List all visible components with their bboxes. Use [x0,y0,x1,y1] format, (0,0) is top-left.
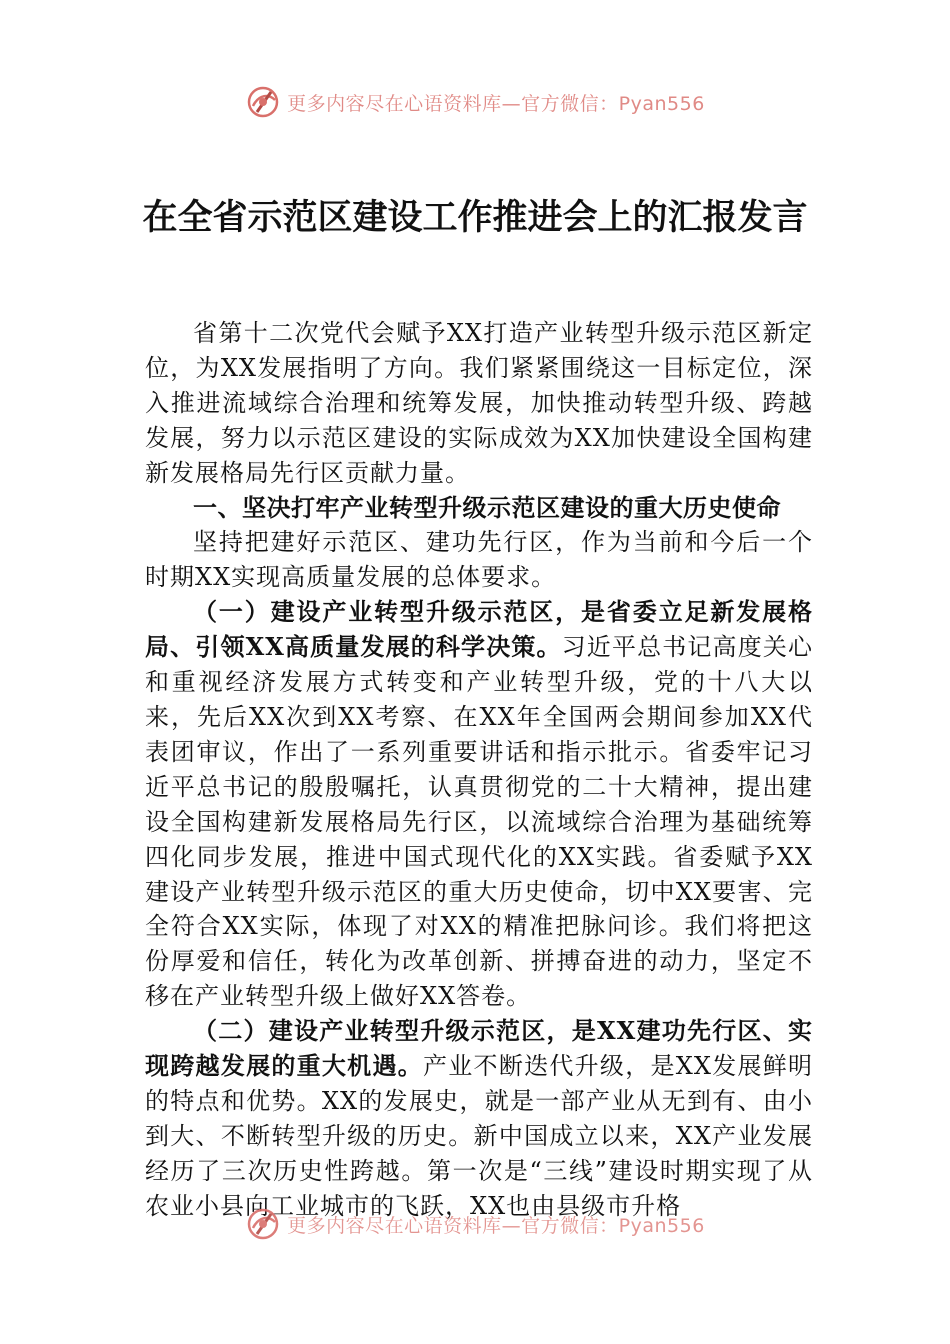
watermark-header [0,82,950,122]
watermark-text: 更多内容尽在心语资料库—官方微信：Pyan556 [287,1214,705,1237]
paragraph-lead: （二）建设产业转型升级示范区，是XX建功先行区、实现跨越发展的重大机遇。 [145,1016,813,1081]
document-title: 在全省示范区建设工作推进会上的汇报发言 [142,197,808,238]
paragraph-lead: （一）建设产业转型升级示范区，是省委立足新发展格局、引领XX高质量发展的科学决策。 [145,597,813,662]
paragraph: （二）建设产业转型升级示范区，是XX建功先行区、实现跨越发展的重大机遇。产业不断迭代升级，是XX发展鲜明的特点和优势。XX的发展史，就是一部产业从无到有、由小到大、不断转型升级的历史。新中国成立以来，XX产业发展经历了三次历史性跨越。第一次是“三线”建设时期实现了从农业小县向工业城市的飞跃，XX也由县级市升格 [145,1016,814,1220]
logo-icon [245,1206,281,1242]
section-heading: 一、坚决打牢产业转型升级示范区建设的重大历史使命 [193,493,781,522]
paragraph: （一）建设产业转型升级示范区，是省委立足新发展格局、引领XX高质量发展的科学决策。习近平总书记高度关心和重视经济发展方式转变和产业转型升级，党的十八大以来，先后XX次到XX考察、在XX年全国两会期间参加XX代表团审议，作出了一系列重要讲话和指示批示。省委牢记习近平总书记的殷殷嘱托，认真贯彻党的二十大精神，提出建设全国构建新发展格局先行区，以流域综合治理为基础统筹四化同步发展，推进中国式现代化的XX实践。省委赋予XX建设产业转型升级示范区的重大历史使命，切中XX要害、完全符合XX实际，体现了对XX的精准把脉问诊。我们将把这份厚爱和信任，转化为改革创新、拼搏奋进的动力，坚定不移在产业转型升级上做好XX答卷。 [145,597,814,1011]
paragraph: 省第十二次党代会赋予XX打造产业转型升级示范区新定位，为XX发展指明了方向。我们紧紧围绕这一目标定位，深入推进流域综合治理和统筹发展，加快推动转型升级、跨越发展，努力以示范区建设的实际成效为XX加快建设全国构建新发展格局先行区贡献力量。 [145,319,813,487]
document-body [145,316,813,1224]
paragraph: 坚持把建好示范区、建功先行区，作为当前和今后一个时期XX实现高质量发展的总体要求。 [145,528,813,592]
watermark-footer [0,1204,950,1244]
watermark-text: 更多内容尽在心语资料库—官方微信：Pyan556 [287,92,705,115]
logo-icon [245,84,281,120]
